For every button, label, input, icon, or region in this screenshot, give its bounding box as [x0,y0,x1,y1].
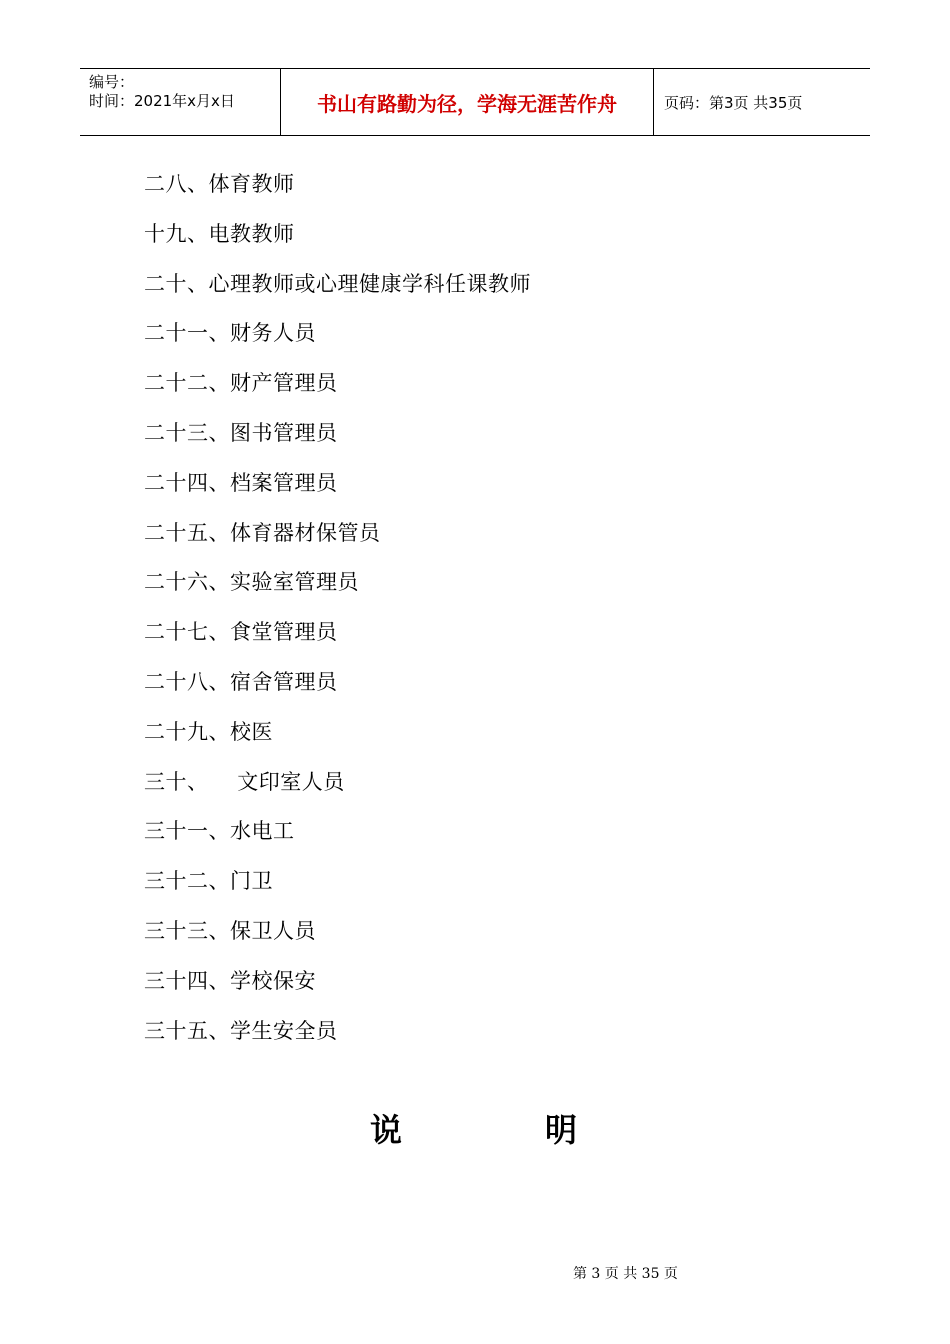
header-page-cell [654,69,870,135]
toc-item: 二十三、图书管理员 [144,420,338,445]
toc-item: 三十五、学生安全员 [144,1018,338,1043]
section-title [370,1108,577,1152]
toc-list [144,160,531,1056]
document-number-label: 编号： [89,73,135,91]
toc-item: 二十二、财产管理员 [144,371,338,396]
toc-item: 三十二、门卫 [144,869,273,894]
toc-item: 二十七、食堂管理员 [144,620,338,645]
header-motto-cell [281,69,654,135]
section-title-char-1: 说 [370,1111,403,1149]
toc-item: 三十三、保卫人员 [144,918,316,943]
toc-item: 二八、体育教师 [144,172,295,196]
toc-item: 三十四、学校保安 [144,968,316,993]
document-time-label: 时间：2021年x月x日 [89,92,235,110]
toc-item: 二十四、档案管理员 [144,470,338,495]
header-meta-cell [80,69,281,135]
header-page-info: 页码：第3页 共35页 [664,94,803,112]
toc-item: 二十六、实验室管理员 [144,570,359,595]
toc-item: 二十九、校医 [144,719,273,744]
toc-item: 二十八、宿舍管理员 [144,669,338,694]
page-footer [0,1247,950,1283]
page-header [80,68,870,136]
toc-item: 三十一、水电工 [144,819,295,844]
header-motto: 书山有路勤为径，学海无涯苦作舟 [317,92,617,116]
section-title-char-2: 明 [545,1111,578,1149]
toc-item: 十九、电教教师 [144,221,295,246]
toc-item: 三十、 文印室人员 [144,769,345,794]
toc-item: 二十、心理教师或心理健康学科任课教师 [144,271,531,296]
footer-page-number: 第 3 页 共 35 页 [572,1266,678,1282]
toc-item: 二十五、体育器材保管员 [144,520,381,545]
toc-item: 二十一、财务人员 [144,321,316,346]
